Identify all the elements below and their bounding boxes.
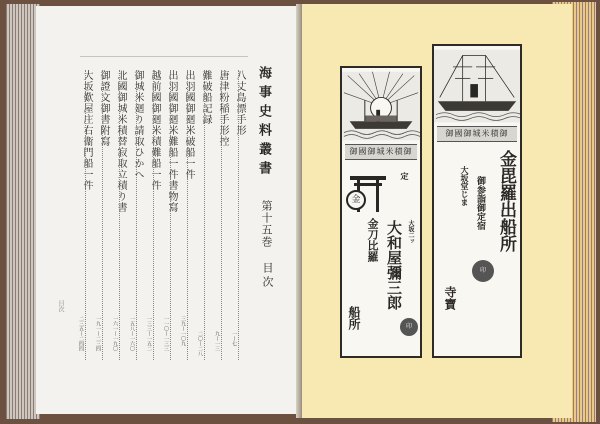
toc-page: 九—一三 <box>214 331 220 351</box>
ticket-left-text: 御参詣御定宿 <box>475 176 485 230</box>
toc-title: 八丈島漂手形 <box>234 70 245 136</box>
toc-page: 二〇—二八 <box>197 331 203 356</box>
ticket-band-text: 御國御城米積御 <box>445 129 509 138</box>
toc-leader <box>85 70 86 360</box>
toc-leader <box>170 70 171 360</box>
sailing-ship-illustration <box>434 48 520 124</box>
toc-title: 出羽國御廻米難船一件書物寫 <box>166 70 177 213</box>
toc-page: 一九一—二三四 <box>95 316 101 351</box>
ticket-sub-name: 金刀比羅 <box>366 218 379 262</box>
toc-leader <box>102 70 103 360</box>
toc-page: 二三五—二四四 <box>78 316 84 351</box>
toc-leader <box>153 70 154 360</box>
ticket-band <box>437 126 517 142</box>
toc-leader <box>238 70 239 360</box>
page-folio: 目次 <box>57 300 64 312</box>
ticket-main-name: 金毘羅出船所 <box>496 150 516 252</box>
toc-leader <box>204 70 205 360</box>
ship-ticket-right <box>432 44 522 358</box>
contents-label: 目次 <box>261 262 274 290</box>
toc-title: 大坂歎屋庄右衞門船一件 <box>81 70 92 191</box>
volume-number: 第十五巻 <box>260 200 273 248</box>
book-title: 海事史料叢書 <box>256 66 271 180</box>
toc-title: 北國御城米積替寂取立積り書 <box>115 70 126 213</box>
page-stack-left <box>6 4 40 419</box>
ticket-band-text: 御國御城米積御 <box>349 147 413 156</box>
toc-page: 一六一—一九〇 <box>112 316 118 351</box>
ticket-bottom-text: 船所 <box>347 306 361 330</box>
toc-title: 越前國御廻米積難船一件 <box>149 70 160 191</box>
toc-title: 唐津粉稲手形控 <box>217 70 228 147</box>
seal-mark: 金 <box>346 190 366 210</box>
header-rule <box>80 56 248 57</box>
toc-title: 出羽國御廻米破船一件 <box>183 70 194 180</box>
toc-title: 御證文御書附寫 <box>98 70 109 147</box>
ticket-band <box>345 144 417 160</box>
red-seal-stamp: 印 <box>400 318 418 336</box>
ticket-right-text: 大坂堂じま <box>460 166 470 206</box>
toc-page: 一五八—一六〇 <box>129 316 135 351</box>
toc-leader <box>187 70 188 360</box>
toc-page: 一三三—一五二 <box>146 316 152 351</box>
ticket-main-name: 大和屋彌三郎 <box>385 220 403 310</box>
ticket-side-text: 大坂二ッ <box>407 220 414 244</box>
toc-page: 三九—一〇九 <box>180 316 186 346</box>
ship-ticket-left <box>340 66 422 358</box>
red-seal-stamp: 印 <box>472 260 494 282</box>
toc-title: 難破船記録 <box>200 70 211 125</box>
steamship-illustration <box>342 70 420 142</box>
table-of-contents <box>78 70 245 370</box>
toc-leader <box>119 70 120 360</box>
toc-page: 一—七 <box>231 331 237 346</box>
ticket-label-top: 定 <box>400 172 410 180</box>
toc-page: 一一〇—一三三 <box>163 316 169 351</box>
toc-title: 御城米廻り請取ひかへ <box>132 70 143 180</box>
toc-leader <box>136 70 137 360</box>
ticket-bottom-text: 寺寶 <box>443 286 457 310</box>
toc-leader <box>221 70 222 360</box>
